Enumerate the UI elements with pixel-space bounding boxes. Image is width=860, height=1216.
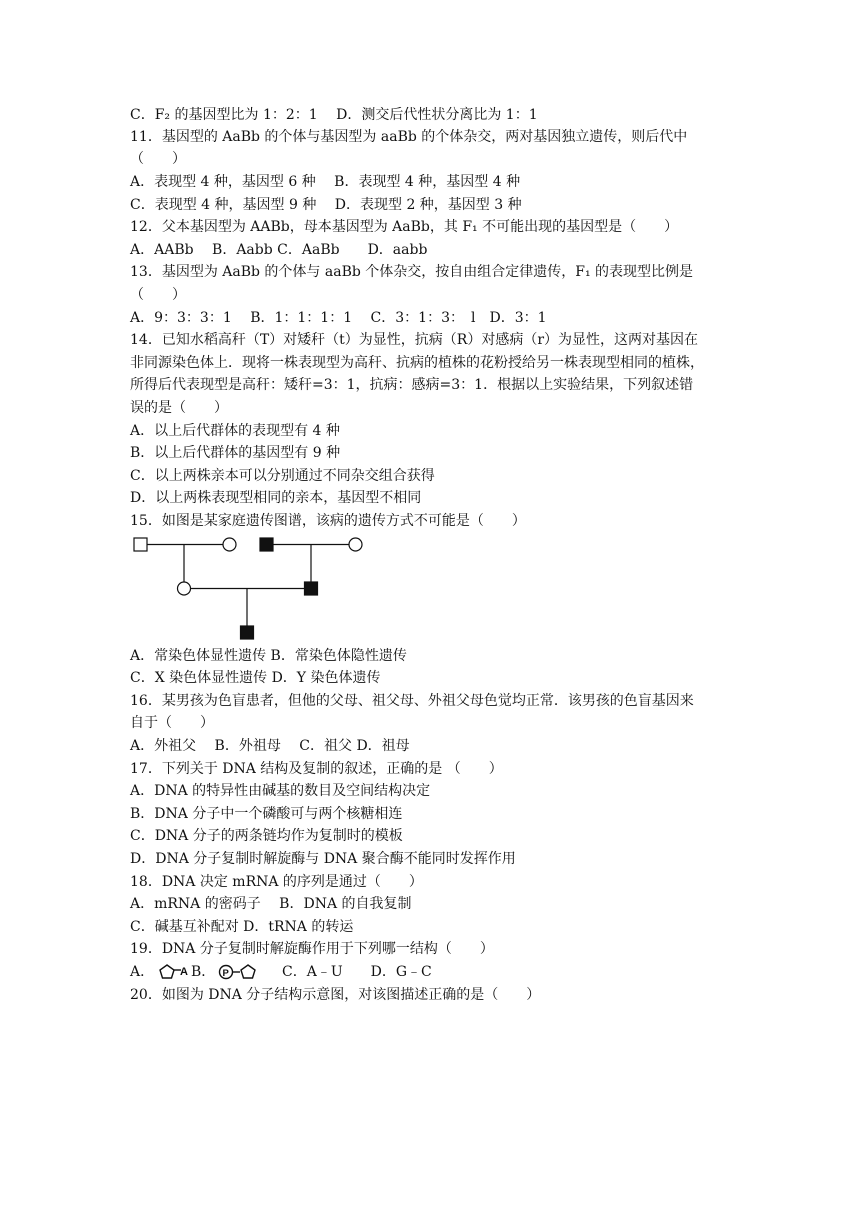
q14-stem-3: 所得后代表现型是高秆：矮秆=3：1，抗病：感病=3：1．根据以上实验结果，下列叙述错 [130, 377, 694, 393]
q11-stem-paren: （ ） [130, 151, 186, 167]
q10-options-cd: C．F₂ 的基因型比为 1：2：1 D．测交后代性状分离比为 1：1 [130, 107, 538, 123]
q11-options-cd: C．表现型 4 种，基因型 9 种 D．表现型 2 种，基因型 3 种 [130, 197, 522, 213]
q13-options: A．9：3：3：1 B．1：1：1：1 C．3：1：3： l D．3：1 [130, 310, 547, 326]
q16-stem-2: 自于（ ） [130, 715, 214, 731]
q14-option-d: D．以上两株表现型相同的亲本，基因型不相同 [130, 490, 422, 506]
q14-stem-2: 非同源染色体上．现将一株表现型为高秆、抗病的植株的花粉授给另一株表现型相同的植株， [130, 355, 704, 371]
q19-option-b-label: B． [191, 964, 216, 980]
pedigree-grandmother-left [223, 538, 236, 551]
q18-options-cd: C．碱基互补配对 D．tRNA 的转运 [130, 919, 354, 935]
q17-option-c: C．DNA 分子的两条链均作为复制时的模板 [130, 828, 403, 844]
pedigree-chart [128, 532, 368, 644]
q17-option-b: B．DNA 分子中一个磷酸可与两个核糖相连 [130, 806, 403, 822]
q15-options-ab: A．常染色体显性遗传 B．常染色体隐性遗传 [130, 648, 407, 664]
q19-structure-a-figure [158, 962, 194, 982]
q20-stem: 20．如图为 DNA 分子结构示意图，对该图描述正确的是（ ） [130, 987, 541, 1003]
q19-structure-a-base: A [180, 966, 188, 978]
q17-option-d: D．DNA 分子复制时解旋酶与 DNA 聚合酶不能同时发挥作用 [130, 851, 516, 867]
q19-option-a-label: A． [130, 964, 155, 980]
pedigree-son [241, 626, 254, 639]
q11-stem: 11．基因型的 AaBb 的个体与基因型为 aaBb 的个体杂交，两对基因独立遗传，则后代中 [130, 129, 688, 145]
q15-stem: 15．如图是某家庭遗传图谱，该病的遗传方式不可能是（ ） [130, 513, 526, 529]
q19-options-cd: C．A﹣U D．G﹣C [282, 964, 432, 980]
q17-option-a: A．DNA 的特异性由碱基的数目及空间结构决定 [130, 783, 431, 799]
pedigree-grandmother-right [349, 538, 362, 551]
q16-options: A．外祖父 B．外祖母 C．祖父 D．祖母 [130, 738, 410, 754]
q13-stem: 13．基因型为 AaBb 的个体与 aaBb 个体杂交，按自由组合定律遗传，F₁ 的表现型比例是 [130, 264, 694, 280]
pedigree-grandfather-left [134, 538, 147, 551]
q19-structure-b-figure [218, 962, 262, 982]
q11-options-ab: A．表现型 4 种，基因型 6 种 B．表现型 4 种，基因型 4 种 [130, 174, 521, 190]
q12-stem: 12．父本基因型为 AABb，母本基因型为 AaBb，其 F₁ 不可能出现的基因型是（ ） [130, 219, 679, 235]
q16-stem-1: 16．某男孩为色盲患者，但他的父母、祖父母、外祖父母色觉均正常．该男孩的色盲基因来 [130, 693, 694, 709]
pedigree-father [305, 582, 318, 595]
q18-stem: 18．DNA 决定 mRNA 的序列是通过（ ） [130, 874, 423, 890]
pedigree-grandfather-right [260, 538, 273, 551]
q14-stem-4: 误的是（ ） [130, 400, 228, 416]
q13-stem-paren: （ ） [130, 287, 186, 303]
pedigree-mother [178, 582, 191, 595]
q19-stem: 19．DNA 分子复制时解旋酶作用于下列哪一结构（ ） [130, 941, 494, 957]
q14-option-c: C．以上两株亲本可以分别通过不同杂交组合获得 [130, 468, 435, 484]
q18-options-ab: A．mRNA 的密码子 B．DNA 的自我复制 [130, 896, 412, 912]
q12-options: A．AABb B．Aabb C．AaBb D．aabb [130, 242, 428, 258]
q14-option-b: B．以上后代群体的基因型有 9 种 [130, 445, 341, 461]
q15-options-cd: C．X 染色体显性遗传 D．Y 染色体遗传 [130, 670, 381, 686]
q17-stem: 17．下列关于 DNA 结构及复制的叙述，正确的是 （ ） [130, 761, 503, 777]
q19-structure-b-phosphate: P [222, 968, 229, 979]
q14-option-a: A．以上后代群体的表现型有 4 种 [130, 423, 340, 439]
q14-stem-1: 14．已知水稻高秆（T）对矮秆（t）为显性，抗病（R）对感病（r）为显性，这两对基因在 [130, 332, 699, 348]
